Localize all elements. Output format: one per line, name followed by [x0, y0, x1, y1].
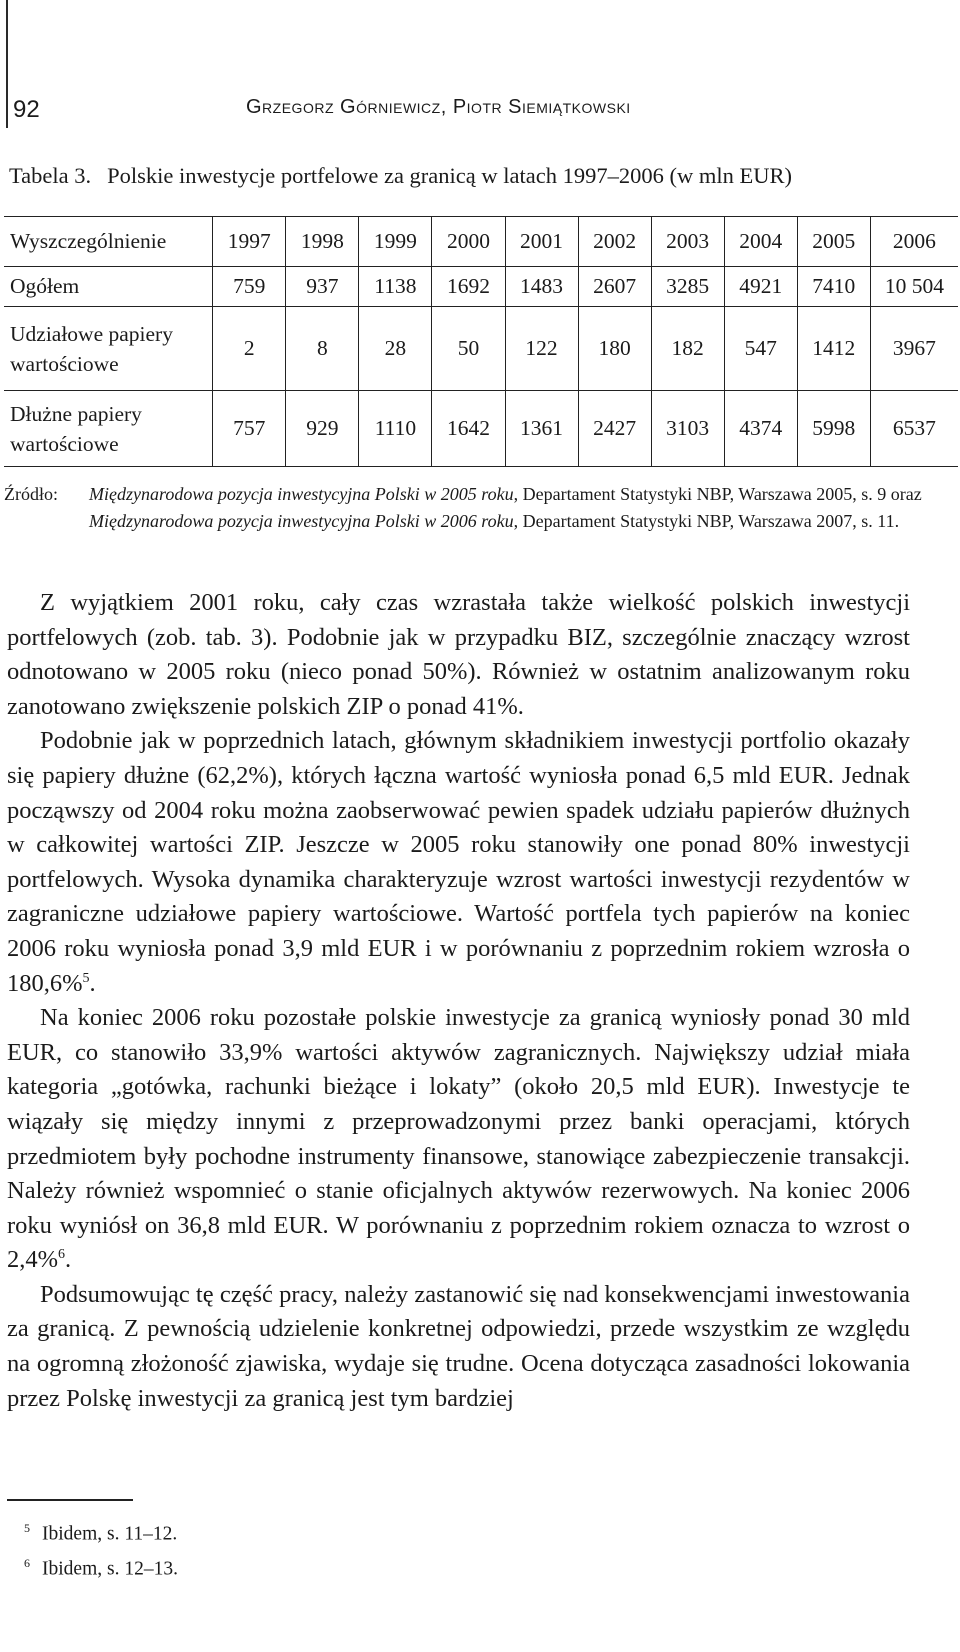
table-header-cell: 1997	[213, 217, 286, 267]
row-label: Dłużne papiery wartościowe	[10, 401, 142, 456]
row-label: Ogółem	[10, 274, 80, 298]
source-title-2006: Międzynarodowa pozycja inwestycyjna Polski w 2006 roku	[89, 511, 514, 531]
paragraph-text: Na koniec 2006 roku pozostałe polskie inwestycje za granicą wyniosły ponad 30 mld EUR, co stanowiło 33,9% wartości aktywów zagranicznych. Największy udział miała kategoria „gotówka, rachunki bieżące i lokaty” (około 20,5 mld EUR). Inwestycje te wiązały się między innymi z przeprowadzonymi przez banki operacjami, których przedmiotem były pochodne instrumenty finansowe, stanowiące zabezpieczenie transakcji. Należy również wspomnieć o stanie oficjalnych aktywów rezerwowych. Na koniec 2006 roku wyniósł on 36,8 mld EUR. W porównaniu z poprzednim rokiem oznacza to wzrost o 2,4%	[7, 1004, 910, 1274]
table-cell: 122	[505, 307, 578, 391]
table-cell: 4374	[724, 391, 797, 467]
footnote-text: Ibidem, s. 11–12.	[42, 1523, 178, 1545]
table-cell: 2427	[578, 391, 651, 467]
paragraph: Podsumowując tę część pracy, należy zastanowić się nad konsekwencjami inwestowania za granicą. Z pewnością udzielenie konkretnej odpowiedzi, przede wszystkim ze względu na ogromną złożoność zjawiska, wydaje się trudne. Ocena dotycząca zasadności lokowania przez Polskę inwestycji za granicą jest tym bardziej	[7, 1280, 910, 1412]
source-label: Źródło:	[4, 484, 58, 504]
table-header-cell: 2004	[724, 217, 797, 267]
source-text-part: , Departament Statystyki NBP, Warszawa 2007, s. 11.	[513, 511, 900, 531]
table-source-note	[4, 481, 954, 535]
footnotes	[24, 1514, 178, 1583]
paragraph	[7, 1001, 910, 1278]
table-header-cell: 2001	[505, 217, 578, 267]
table-cell: 7410	[797, 267, 870, 307]
footnote-rule	[7, 1499, 133, 1501]
table-caption	[9, 163, 792, 189]
table-cell: 1483	[505, 267, 578, 307]
source-text	[89, 481, 954, 535]
table-cell: 937	[286, 267, 359, 307]
table-caption-label: Tabela 3.	[9, 163, 92, 188]
table-cell: 2	[213, 307, 286, 391]
table-header-cell: 2006	[870, 217, 958, 267]
footnote-text: Ibidem, s. 12–13.	[42, 1558, 178, 1579]
table-cell: 8	[286, 307, 359, 391]
table-cell: 1412	[797, 307, 870, 391]
margin-rule	[6, 0, 8, 128]
table-cell: 929	[286, 391, 359, 467]
paragraph-end: .	[89, 969, 96, 997]
table-cell: 180	[578, 307, 651, 391]
table-cell: 759	[213, 267, 286, 307]
table-cell: 182	[651, 307, 724, 391]
table-header-cell: 1999	[359, 217, 432, 267]
table-cell: 10 504	[870, 267, 958, 307]
paragraph: Z wyjątkiem 2001 roku, cały czas wzrastała także wielkość polskich inwestycji portfelowych (zob. tab. 3). Podobnie jak w przypadku BIZ, szczególnie znaczący wzrost odnotowano w 2005 roku (nieco ponad 50%). Również w ostatnim analizowanym roku zanotowano zwiększenie polskich ZIP o ponad 41%.	[7, 589, 910, 720]
table-cell: 3967	[870, 307, 958, 391]
page-number: 92	[13, 96, 40, 123]
table-cell: 1361	[505, 391, 578, 467]
running-head: Grzegorz Górniewicz, Piotr Siemiątkowski	[246, 96, 631, 118]
table-cell: 3103	[651, 391, 724, 467]
table-cell: 6537	[870, 391, 958, 467]
table-header-row	[4, 217, 958, 267]
table-caption-text: Polskie inwestycje portfelowe za granicą w latach 1997–2006 (w mln EUR)	[107, 163, 792, 188]
footnote-number: 5	[24, 1521, 30, 1535]
table-cell: 3285	[651, 267, 724, 307]
table-cell: 5998	[797, 391, 870, 467]
paragraph-text: Podobnie jak w poprzednich latach, głównym składnikiem inwestycji portfolio okazały się papiery dłużne (62,2%), których łączna wartość wyniosła ponad 6,5 mld EUR. Jednak począwszy od 2004 roku można zaobserwować pewien spadek udziału papierów dłużnych w całkowitej wartości ZIP. Jeszcze w 2005 roku stanowiły one ponad 80% inwestycji portfelowych. Wysoka dynamika charakteryzuje wzrost wartości inwestycji rezydentów w zagraniczne udziałowe papiery wartościowe. Wartość portfela tych papierów na koniec 2006 roku wyniosła ponad 3,9 mld EUR i w porównaniu z poprzednim rokiem wzrosła o 180,6%	[7, 727, 910, 997]
table-cell: 1138	[359, 267, 432, 307]
table-header-cell: 1998	[286, 217, 359, 267]
footnote-ref: 5	[82, 970, 90, 986]
table-cell: 1642	[432, 391, 505, 467]
table-cell: 757	[213, 391, 286, 467]
table-cell: 28	[359, 307, 432, 391]
table-header-cell: 2002	[578, 217, 651, 267]
table-row-debt	[4, 391, 958, 467]
source-text-part: , Departament Statystyki NBP, Warszawa 2005, s. 9 oraz	[513, 484, 922, 504]
table-row-equity	[4, 307, 958, 391]
table-cell: 1692	[432, 267, 505, 307]
table-row-total	[4, 267, 958, 307]
footnote	[24, 1549, 178, 1584]
table-header-cell: 2003	[651, 217, 724, 267]
body-text	[7, 586, 910, 1416]
table-cell: 4921	[724, 267, 797, 307]
table-cell: 547	[724, 307, 797, 391]
portfolio-table	[4, 216, 958, 467]
footnote	[24, 1514, 178, 1549]
paragraph	[7, 724, 910, 1001]
row-label: Udziałowe papiery wartościowe	[10, 321, 173, 376]
paragraph-end: .	[65, 1246, 72, 1274]
table-cell: 50	[432, 307, 505, 391]
table-header-cell: 2005	[797, 217, 870, 267]
table-header-cell: Wyszczególnienie	[10, 229, 167, 253]
source-title-2005: Międzynarodowa pozycja inwestycyjna Polski w 2005 roku	[89, 484, 514, 504]
table-cell: 2607	[578, 267, 651, 307]
table-cell: 1110	[359, 391, 432, 467]
table-header-cell: 2000	[432, 217, 505, 267]
footnote-number: 6	[24, 1555, 30, 1570]
footnote-ref: 6	[58, 1247, 66, 1263]
